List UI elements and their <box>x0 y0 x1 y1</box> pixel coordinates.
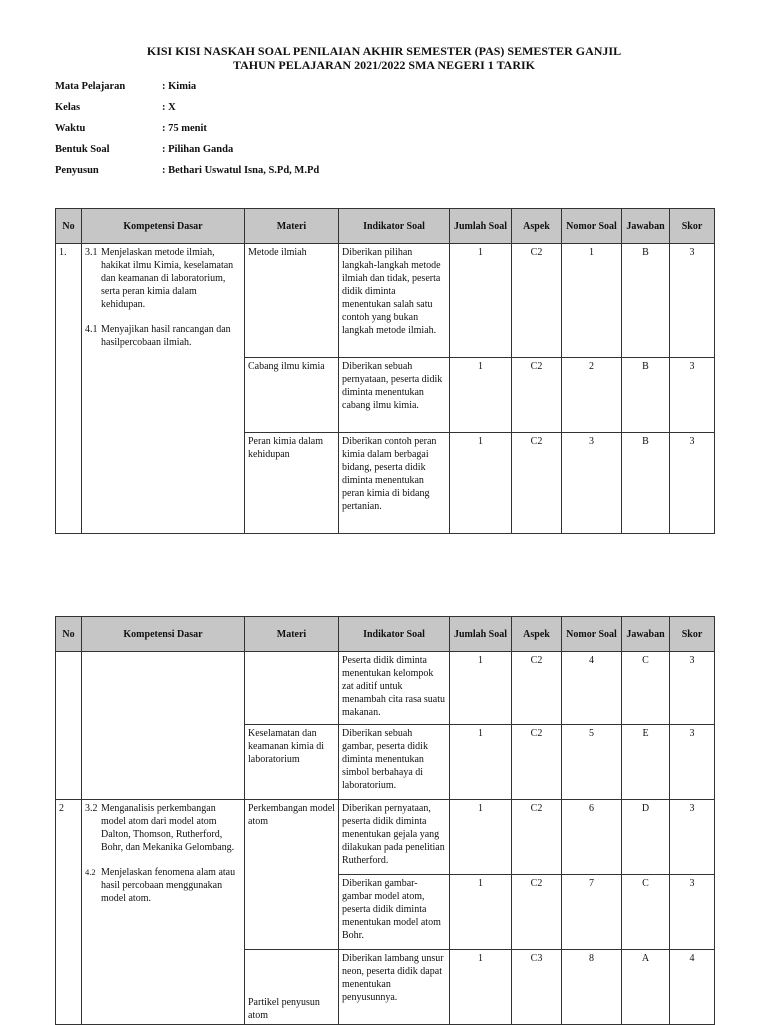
kd-item <box>85 246 241 311</box>
kd-item <box>85 323 241 349</box>
aspek-cell: C2 <box>512 725 562 800</box>
jumlah-cell: 1 <box>450 358 512 433</box>
indikator-cell: Diberikan lambang unsur neon, peserta didik dapat menentukan penyusunnya. <box>339 950 450 1025</box>
table-header-row <box>56 617 715 652</box>
kompetensi-dasar-cell <box>82 652 245 800</box>
header-materi: Materi <box>245 209 339 244</box>
materi-cell: Keselamatan dan keamanan kimia di laboratorium <box>245 725 339 800</box>
jawaban-cell: C <box>622 875 670 950</box>
header-skor: Skor <box>670 617 715 652</box>
meta-key: Bentuk Soal <box>55 144 110 155</box>
header-kompetensi: Kompetensi Dasar <box>82 209 245 244</box>
skor-cell: 3 <box>670 875 715 950</box>
materi-cell: Perkembangan model atom <box>245 800 339 950</box>
nomor-cell: 5 <box>562 725 622 800</box>
nomor-cell: 1 <box>562 244 622 358</box>
kisi-table-2 <box>55 616 715 1025</box>
header-jawaban: Jawaban <box>622 617 670 652</box>
materi-cell: Partikel penyusun atom <box>245 950 339 1025</box>
jumlah-cell: 1 <box>450 433 512 534</box>
jawaban-cell: E <box>622 725 670 800</box>
doc-title-line2: TAHUN PELAJARAN 2021/2022 SMA NEGERI 1 TARIK <box>232 58 536 72</box>
header-nomor: Nomor Soal <box>562 617 622 652</box>
skor-cell: 3 <box>670 652 715 725</box>
jumlah-cell: 1 <box>450 652 512 725</box>
header-aspek: Aspek <box>512 617 562 652</box>
skor-cell: 3 <box>670 244 715 358</box>
doc-title-line1: KISI KISI NASKAH SOAL PENILAIAN AKHIR SEMESTER (PAS) SEMESTER GANJIL <box>146 44 622 58</box>
table-row <box>56 652 715 725</box>
meta-value: : Kimia <box>162 81 197 92</box>
aspek-cell: C2 <box>512 433 562 534</box>
meta-value: : Bethari Uswatul Isna, S.Pd, M.Pd <box>162 165 320 176</box>
indikator-cell: Diberikan gambar-gambar model atom, peserta didik diminta menentukan model atom Bohr. <box>339 875 450 950</box>
jumlah-cell: 1 <box>450 800 512 875</box>
header-jumlah: Jumlah Soal <box>450 209 512 244</box>
table-row <box>56 800 715 875</box>
jumlah-cell: 1 <box>450 950 512 1025</box>
kd-number: 4.2 <box>85 867 96 877</box>
header-nomor: Nomor Soal <box>562 209 622 244</box>
indikator-cell: Diberikan contoh peran kimia dalam berbagai bidang, peserta didik diminta menentukan peran kimia di bidang pertanian. <box>339 433 450 534</box>
header-skor: Skor <box>670 209 715 244</box>
indikator-cell: Diberikan pernyataan, peserta didik diminta menentukan gejala yang dilakukan pada penelitian Rutherford. <box>339 800 450 875</box>
nomor-cell: 8 <box>562 950 622 1025</box>
header-aspek: Aspek <box>512 209 562 244</box>
aspek-cell: C3 <box>512 950 562 1025</box>
aspek-cell: C2 <box>512 800 562 875</box>
skor-cell: 3 <box>670 358 715 433</box>
meta-key: Kelas <box>55 102 81 113</box>
jawaban-cell: B <box>622 358 670 433</box>
header-no: No <box>56 209 82 244</box>
meta-value: : 75 menit <box>162 123 207 134</box>
jawaban-cell: B <box>622 433 670 534</box>
header-jumlah: Jumlah Soal <box>450 617 512 652</box>
jumlah-cell: 1 <box>450 875 512 950</box>
kompetensi-dasar-cell <box>82 244 245 534</box>
meta-value: : X <box>162 102 176 113</box>
kd-text: Menjelaskan fenomena alam atau hasil percobaan menggunakan model atom. <box>101 867 236 904</box>
indikator-cell: Diberikan pilihan langkah-langkah metode ilmiah dan tidak, peserta didik diminta menentukan salah satu contoh yang bukan langkah metode ilmiah. <box>339 244 450 358</box>
kd-number: 3.1 <box>85 247 98 258</box>
jawaban-cell: C <box>622 652 670 725</box>
materi-cell: Peran kimia dalam kehidupan <box>245 433 339 534</box>
nomor-cell: 4 <box>562 652 622 725</box>
kompetensi-dasar-cell <box>82 800 245 1025</box>
jumlah-cell: 1 <box>450 725 512 800</box>
skor-cell: 3 <box>670 800 715 875</box>
jumlah-cell: 1 <box>450 244 512 358</box>
meta-key: Mata Pelajaran <box>55 81 126 92</box>
materi-cell: Cabang ilmu kimia <box>245 358 339 433</box>
aspek-cell: C2 <box>512 652 562 725</box>
header-kompetensi: Kompetensi Dasar <box>82 617 245 652</box>
header-materi: Materi <box>245 617 339 652</box>
aspek-cell: C2 <box>512 244 562 358</box>
skor-cell: 3 <box>670 725 715 800</box>
jawaban-cell: A <box>622 950 670 1025</box>
indikator-cell: Diberikan sebuah gambar, peserta didik diminta menentukan simbol berbahaya di laboratorium. <box>339 725 450 800</box>
skor-cell: 3 <box>670 433 715 534</box>
nomor-cell: 2 <box>562 358 622 433</box>
kisi-table-1 <box>55 208 715 534</box>
kd-item <box>85 802 241 854</box>
kd-text: Menjelaskan metode ilmiah, hakikat ilmu Kimia, keselamatan dan keamanan di laboratorium, serta peran kimia dalam kehidupan. <box>101 247 234 310</box>
header-indikator: Indikator Soal <box>339 209 450 244</box>
table-header-row <box>56 209 715 244</box>
row-number <box>56 652 82 800</box>
kd-number: 4.1 <box>85 324 98 335</box>
kd-text: Menganalisis perkembangan model atom dari model atom Dalton, Thomson, Rutherford, Bohr, dan Mekanika Gelombang. <box>101 803 235 853</box>
materi-cell: Metode ilmiah <box>245 244 339 358</box>
row-number: 1. <box>56 244 82 534</box>
header-indikator: Indikator Soal <box>339 617 450 652</box>
nomor-cell: 7 <box>562 875 622 950</box>
meta-key: Penyusun <box>55 165 99 176</box>
meta-key: Waktu <box>55 123 86 134</box>
jawaban-cell: D <box>622 800 670 875</box>
indikator-cell: Peserta didik diminta menentukan kelompok zat aditif untuk menambah cita rasa suatu makanan. <box>339 652 450 725</box>
aspek-cell: C2 <box>512 358 562 433</box>
nomor-cell: 3 <box>562 433 622 534</box>
header-jawaban: Jawaban <box>622 209 670 244</box>
kd-text: Menyajikan hasil rancangan dan hasilpercobaan ilmiah. <box>101 324 231 348</box>
meta-value: : Pilihan Ganda <box>162 144 234 155</box>
jawaban-cell: B <box>622 244 670 358</box>
skor-cell: 4 <box>670 950 715 1025</box>
aspek-cell: C2 <box>512 875 562 950</box>
kd-item <box>85 866 241 905</box>
nomor-cell: 6 <box>562 800 622 875</box>
materi-cell <box>245 652 339 725</box>
row-number: 2 <box>56 800 82 1025</box>
table-row <box>56 244 715 358</box>
header-no: No <box>56 617 82 652</box>
kd-number: 3.2 <box>85 803 98 814</box>
indikator-cell: Diberikan sebuah pernyataan, peserta didik diminta menentukan cabang ilmu kimia. <box>339 358 450 433</box>
